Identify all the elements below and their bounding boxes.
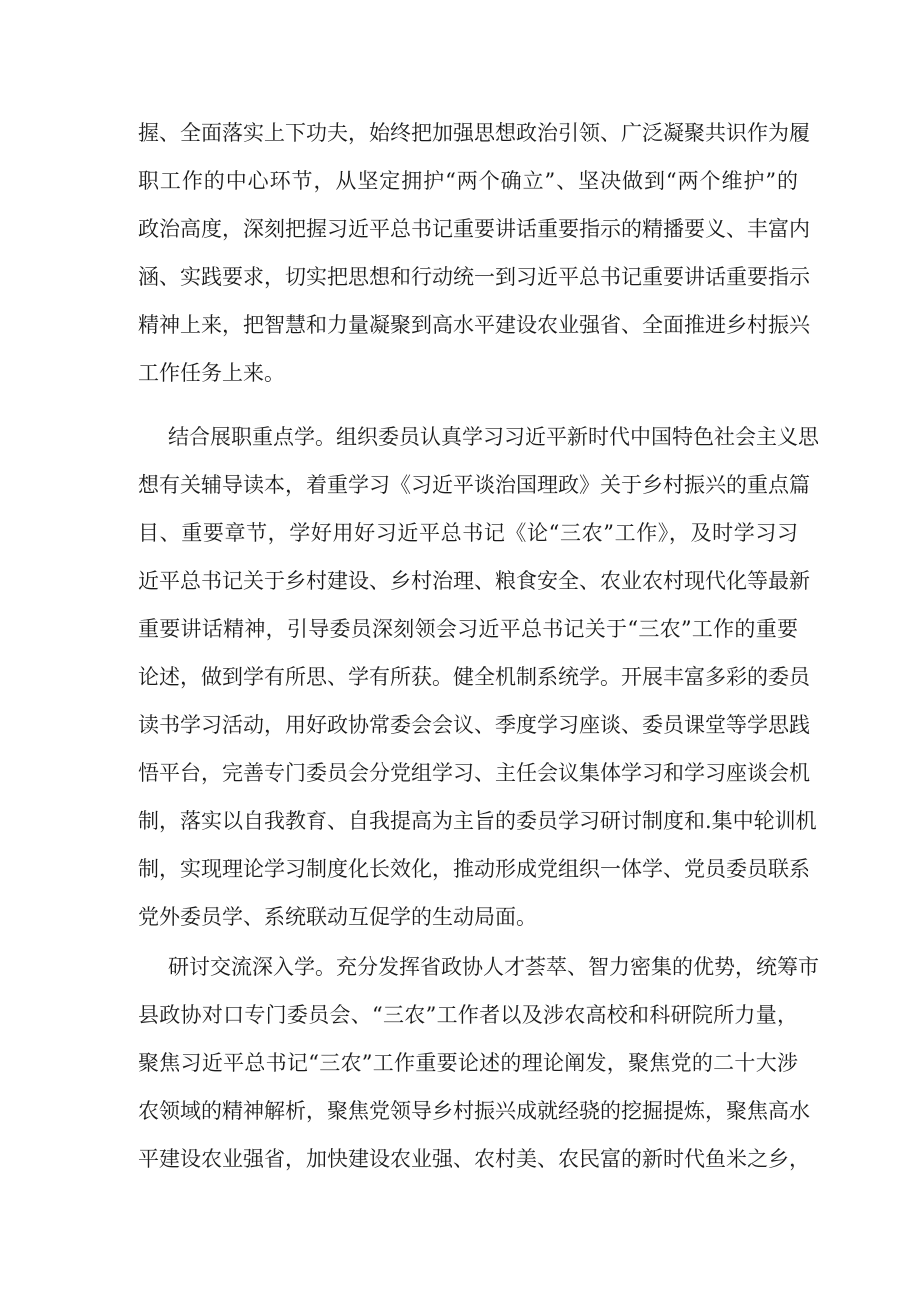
paragraph-line: 党外委员学、系统联动互促学的生动局面。: [138, 905, 537, 929]
paragraph-line: 研讨交流深入学。充分发挥省政协人才荟萃、智力密集的优势，统筹市: [168, 955, 819, 979]
paragraph-line: 涵、实践要求，切实把思想和行动统一到习近平总书记重要讲话重要指示: [138, 265, 810, 289]
paragraph-line: 结合展职重点学。组织委员认真学习习近平新时代中国特色社会主义思: [168, 425, 819, 449]
paragraph-line: 制，落实以自我教育、自我提高为主旨的委员学习研讨制度和.集中轮训机: [138, 809, 817, 833]
paragraph-line: 聚焦习近平总书记“三农”工作重要论述的理论阐发，聚焦党的二十大涉: [138, 1051, 798, 1075]
paragraph-1: [138, 109, 810, 397]
paragraph-line: 政治高度，深刻把握习近平总书记重要讲话重要指示的精播要义、丰富内: [138, 217, 810, 241]
paragraph-line: 工作任务上来。: [138, 361, 285, 385]
paragraph-line: 平建设农业强省，加快建设农业强、农村美、农民富的新时代鱼米之乡，: [138, 1147, 810, 1171]
paragraph-line: 目、重要章节，学好用好习近平总书记《论“三农”工作》，及时学习习: [138, 521, 798, 545]
paragraph-line: 精神上来，把智慧和力量凝聚到高水平建设农业强省、全面推进乡村振兴: [138, 313, 810, 337]
paragraph-line: 重要讲话精神，引导委员深刻领会习近平总书记关于“三农”工作的重要: [138, 617, 798, 641]
paragraph-line: 县政协对口专门委员会、“三农”工作者以及涉农高校和科研院所力量，: [138, 1003, 798, 1027]
paragraph-2: [138, 413, 819, 941]
paragraph-line: 悟平台，完善专门委员会分党组学习、主任会议集体学习和学习座谈会机: [138, 761, 810, 785]
paragraph-line: 握、全面落实上下功夫，始终把加强思想政治引领、广泛凝聚共识作为履: [138, 121, 810, 145]
paragraph-line: 论述，做到学有所思、学有所获。健全机制系统学。开展丰富多彩的委员: [138, 665, 810, 689]
paragraph-line: 读书学习活动，用好政协常委会会议、季度学习座谈、委员课堂等学思践: [138, 713, 810, 737]
paragraph-line: 农领域的精神解析，聚焦党领导乡村振兴成就经骁的挖掘提炼，聚焦高水: [138, 1099, 810, 1123]
paragraph-line: 想有关辅导读本，着重学习《习近平谈治国理政》关于乡村振兴的重点篇: [138, 473, 810, 497]
paragraph-3: [138, 943, 819, 1183]
paragraph-line: 职工作的中心环节，从坚定拥护“两个确立”、坚决做到“两个维护”的: [138, 169, 798, 193]
paragraph-line: 近平总书记关于乡村建设、乡村治理、粮食安全、农业农村现代化等最新: [138, 569, 810, 593]
paragraph-line: 制，实现理论学习制度化长效化，推动形成党组织一体学、党员委员联系: [138, 857, 810, 881]
